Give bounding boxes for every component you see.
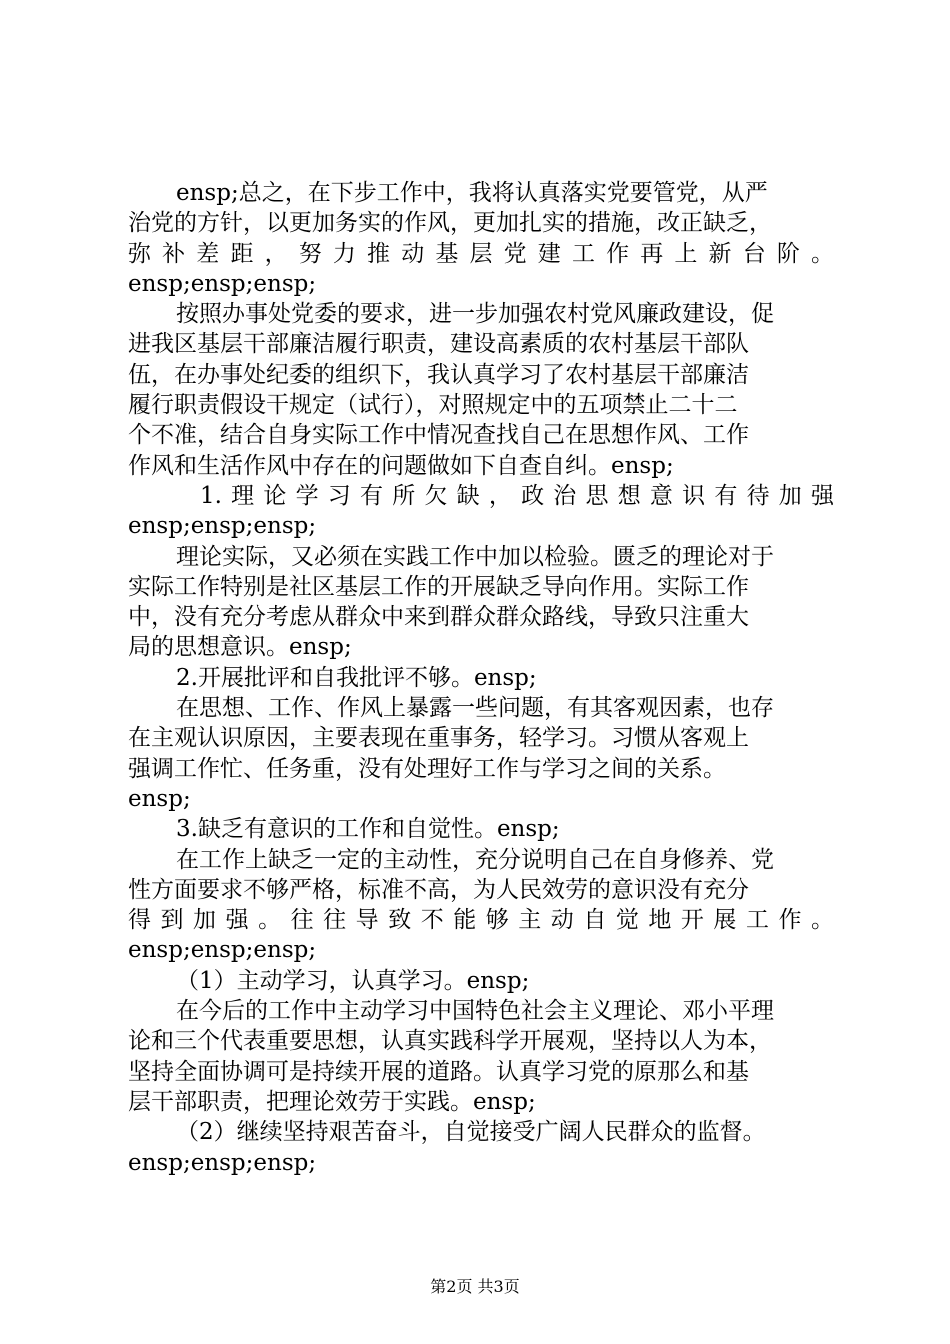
paragraph-line: 论和三个代表重要思想，认真实践科学开展观，坚持以人为本， [128,1028,772,1055]
paragraph-line: 在思想、工作、作风上暴露一些问题，有其客观因素，也存 [176,695,774,722]
paragraph-line: 履行职责假设干规定（试行），对照规定中的五项禁止二十二 [128,392,738,419]
paragraph-line: ensp;ensp;ensp; [128,937,317,964]
paragraph-line: 实际工作特别是社区基层工作的开展缺乏导向作用。实际工作 [128,573,749,600]
document-body [128,178,834,1178]
paragraph-line: 作风和生活作风中存在的问题做如下自查自纠。ensp; [128,452,674,479]
paragraph-line: ensp;ensp;ensp; [128,270,317,297]
paragraph-line: 按照办事处党委的要求，进一步加强农村党风廉政建设，促 [176,301,774,328]
paragraph-line: 得到加强。往往导致不能够主动自觉地开展工作。 [128,907,834,934]
section-heading: （2）继续坚持艰苦奋斗，自觉接受广阔人民群众的监督。 [176,1119,766,1146]
paragraph-line: 层干部职责，把理论效劳于实践。ensp; [128,1088,536,1115]
paragraph-line: 伍，在办事处纪委的组织下，我认真学习了农村基层干部廉洁 [128,361,749,388]
paragraph-line: 中，没有充分考虑从群众中来到群众群众路线，导致只注重大 [128,604,749,631]
section-heading: 1.理论学习有所欠缺，政治思想意识有待加强 [200,482,834,509]
paragraph-line: 强调工作忙、任务重，没有处理好工作与学习之间的关系。 [128,755,726,782]
paragraph-line: ensp; [128,785,191,812]
section-heading: 3.缺乏有意识的工作和自觉性。ensp; [176,816,560,843]
page-footer: 第2页 共3页 [430,1277,520,1296]
section-heading: 2.开展批评和自我批评不够。ensp; [176,664,537,691]
paragraph-line: 局的思想意识。ensp; [128,634,352,661]
paragraph-line: 理论实际，又必须在实践工作中加以检验。匮乏的理论对于 [176,543,774,570]
paragraph-line: 在工作上缺乏一定的主动性，充分说明自己在自身修养、党 [176,846,774,873]
paragraph-line: 在今后的工作中主动学习中国特色社会主义理论、邓小平理 [176,998,774,1025]
paragraph-line: 治党的方针，以更加务实的作风，更加扎实的措施，改正缺乏， [128,210,772,237]
paragraph-line: 个不准，结合自身实际工作中情况查找自己在思想作风、工作 [128,422,749,449]
paragraph-line: ensp;ensp;ensp; [128,513,317,540]
paragraph-line: 性方面要求不够严格，标准不高，为人民效劳的意识没有充分 [128,876,749,903]
paragraph-line: 进我区基层干部廉洁履行职责，建设高素质的农村基层干部队 [128,331,749,358]
paragraph-line: ensp;总之，在下步工作中，我将认真落实党要管党，从严 [176,180,768,206]
paragraph-line: 坚持全面协调可是持续开展的道路。认真学习党的原那么和基 [128,1058,749,1085]
section-heading: （1）主动学习，认真学习。ensp; [176,967,530,994]
paragraph-line: ensp;ensp;ensp; [128,1149,317,1176]
paragraph-line: 弥补差距，努力推动基层党建工作再上新台阶。 [128,240,834,267]
paragraph-line: 在主观认识原因，主要表现在重事务，轻学习。习惯从客观上 [128,725,749,752]
